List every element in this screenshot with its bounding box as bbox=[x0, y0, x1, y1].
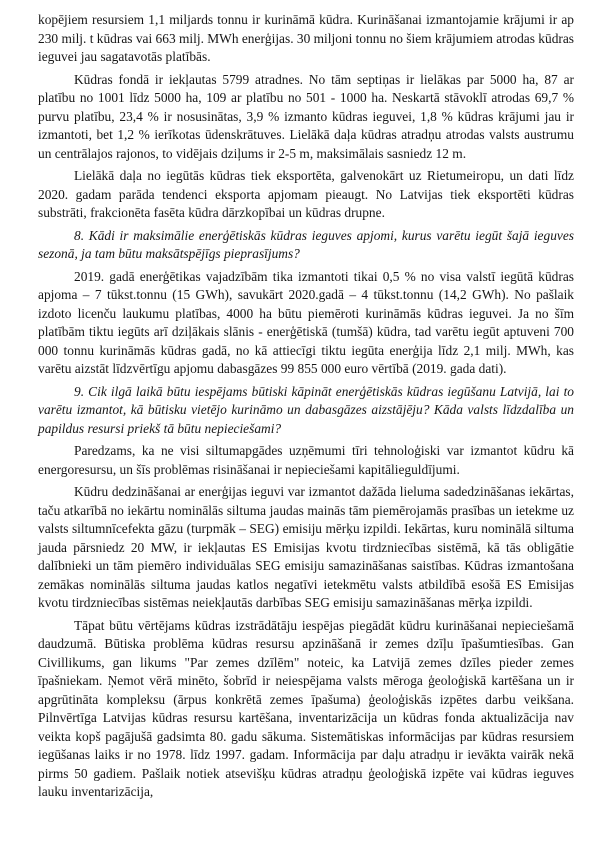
para-peat-export: Lielākā daļa no iegūtās kūdras tiek eksportēta, galvenokārt uz Rietumeiropu, un dati līdz 2020. gadam parāda tendenci eksporta apjomam pieaugt. No Latvijas tiek eksportēti kūdras substrāti, frakcionēta fasēta kūdra dārzkopībai un kūdras drupne. bbox=[38, 168, 574, 220]
para-heating-companies: Paredzams, ka ne visi siltumapgādes uzņēmumi tīri tehnoloģiski var izmantot kūdru kā energoresursu, un šīs problēmas risināšanai ir nepieciešami kapitālieguldījumi. bbox=[38, 443, 574, 477]
para-peat-reserves: kopējiem resursiem 1,1 miljards tonnu ir kurināmā kūdra. Kurināšanai izmantojamie krājumi ir ap 230 milj. t kūdras vai 663 milj. MWh enerģijas. 30 miljoni tonnu no šiem krājumiem atrodas kūdras ieguvei jau sagatavotās platībās. bbox=[38, 12, 574, 64]
question-8: 8. Kādi ir maksimālie enerģētiskās kūdras ieguves apjomi, kurus varētu iegūt šajā ieguves sezonā, ja tam būtu maksātspējīgs pieprasījums? bbox=[38, 227, 574, 261]
para-combustion-installations-seg: Kūdru dedzināšanai ar enerģijas ieguvi var izmantot dažāda lieluma sadedzināšanas iekārtas, taču atkarībā no iekārtu nominālās siltuma jaudas mainās tām piemērojamās prasības un ietekme uz valsts siltumnīcefekta gāzu (turpmāk – SEG) emisiju mērķu izpildi. Iekārtas, kuru nominālā siltuma jauda pārsniedz 20 MW, ir iekļautas ES Emisijas kvotu tirdzniecības sistēmā, kā tās obligātie dalībnieki un tām piemēro individuālas SEG emisiju samazināšanas saistības. Kūdras izmantošana zemākas nominālās siltuma jaudas katlos negatīvi ietekmētu valsts atbildībā esošā ES Emisijas kvotu tirdzniecības sistēmas neiekļautās darbības SEG emisiju samazināšanas mērķa izpildi. bbox=[38, 484, 574, 610]
para-peat-resource-mapping: Tāpat būtu vērtējams kūdras izstrādātāju iespējas piegādāt kūdru kurināšanai nepieciešamā daudzumā. Būtiska problēma kūdras resursu apzināšanā ir zemes dzīļu īpašumtiesības. Gan Civillikums, gan likums "Par zemes dzīlēm" noteic, ka Latvijā zemes dzīles pieder zemes īpašniekam. Ņemot vērā minēto, šobrīd ir neiespējama valsts mēroga ģeoloģiskā kartēšana un ir apgrūtināta kompleksu (ārpus konkrētā zemes īpašuma) ģeoloģiskās izpētes darbu veikšana. Pilnvērtīga Latvijas kūdras resursu kartēšana, inventarizācija un kūdras fonda aktualizācija nav veikta kopš pagājušā gadsimta 80. gadu sākuma. Sistemātiskas informācijas par kūdras resursiem iegūšanas laiks ir no 1978. līdz 1997. gadam. Informācija par daļu atradņu ir ievākta vairāk nekā pirms 50 gadiem. Pašlaik notiek atsevišķu kūdras atradņu ģeoloģiskā izpēte vai kūdras ieguves lauku inventarizācija, bbox=[38, 617, 574, 799]
question-9: 9. Cik ilgā laikā būtu iespējams būtiski kāpināt enerģētiskās kūdras iegūšanu Latvijā, lai to varētu izmantot, kā būtisku vietējo kurināmo un dabasgāzes aizstājēju? Kāda valsts līdzdalība un papildus resursi priekš tā būtu nepieciešami? bbox=[38, 383, 574, 436]
para-peat-fund-deposits: Kūdras fondā ir iekļautas 5799 atradnes. No tām septiņas ir lielākas par 5000 ha, 87 ar platību no 1001 līdz 5000 ha, 109 ar platību no 501 - 1000 ha. Neskartā stāvoklī atrodas 69,7 % purvu platību, 23,4 % ir nosusinātas, 3,9 % izmanto kūdras ieguvei, 1,8 % kūdras krājumi jau ir izmantoti, bet 1,2 % ierīkotas ūdenskrātuves. Lielākā daļa kūdras atradņu atrodas valsts austrumu un centrālajos rajonos, to vidējais dziļums ir 2-5 m, maksimālais sasniedz 12 m. bbox=[38, 71, 574, 161]
para-energy-peat-2019: 2019. gadā enerģētikas vajadzībām tika izmantoti tikai 0,5 % no visa valstī iegūtā kūdras apjoma – 7 tūkst.tonnu (15 GWh), savukārt 2020.gadā – 4 tūkst.tonnu (14,2 GWh). No pašlaik izdoto licenču laukumu platības, 4000 ha būtu piemēroti kurināmās kūdras ieguvei. Ja no šīm platībām tiktu iegūts arī dziļākais slānis - enerģētiskā (tumšā) kūdra, tad varētu iegūt aptuveni 700 000 tonnu kurināmās kūdras gadā, no kā attiecīgi tiktu iegūta enerģija līdz 2,1 milj. MWh, kas varētu aizstāt līdzvērtīgu apjomu dabasgāzes 99 855 000 euro vērtībā (2019. gada dati). bbox=[38, 268, 574, 376]
